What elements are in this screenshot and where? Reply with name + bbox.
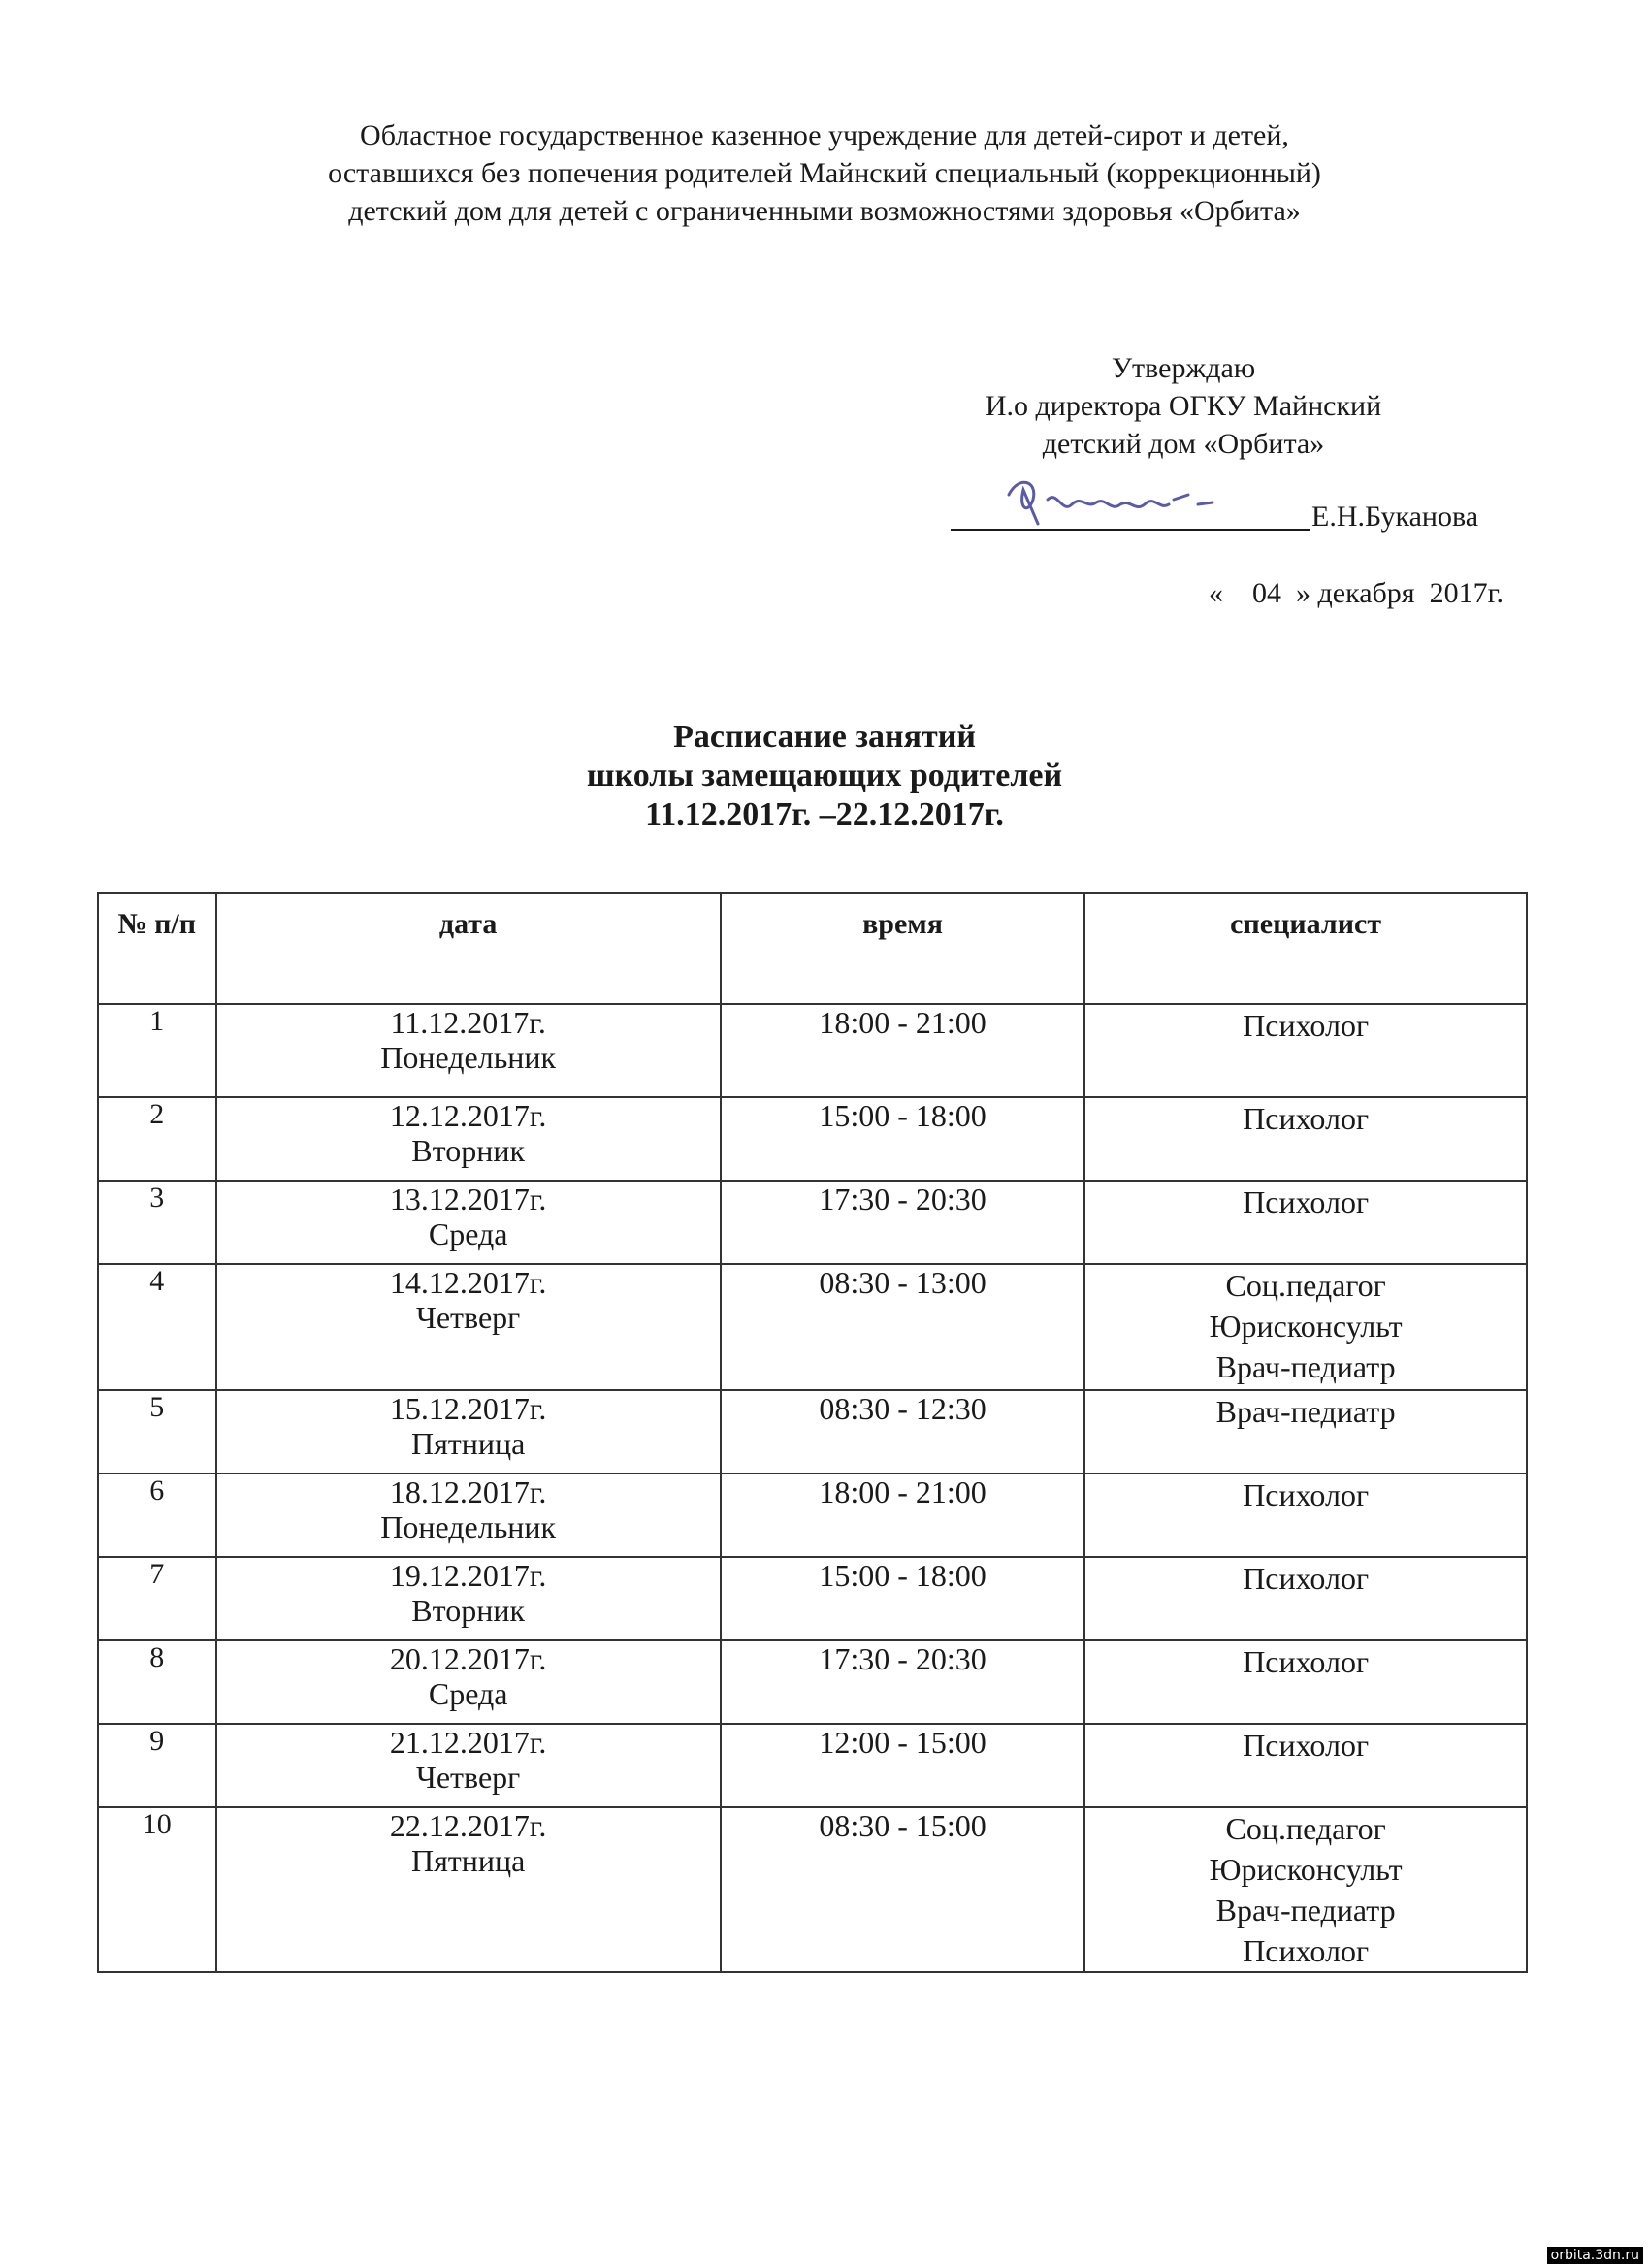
organization-header — [194, 116, 1455, 230]
row-weekday: Среда — [428, 1676, 508, 1711]
specialist-name: Юрисконсульт — [1209, 1309, 1403, 1344]
row-date: 13.12.2017г. — [389, 1182, 547, 1216]
row-specialists — [1084, 1390, 1527, 1474]
title-line: Расписание занятий — [673, 719, 976, 755]
row-number: 3 — [98, 1181, 216, 1264]
document-title — [291, 718, 1358, 834]
table-row — [98, 1557, 1527, 1640]
specialist-name: Психолог — [1243, 1561, 1370, 1596]
specialist-name: Соц.педагог — [1225, 1268, 1386, 1303]
table-row — [98, 1807, 1527, 1972]
row-date: 14.12.2017г. — [389, 1265, 547, 1300]
row-time: 17:30 - 20:30 — [721, 1640, 1085, 1724]
row-date: 21.12.2017г. — [389, 1725, 547, 1760]
row-date-cell — [216, 1390, 721, 1474]
row-specialists — [1084, 1724, 1527, 1807]
row-date-cell — [216, 1181, 721, 1264]
row-specialists — [1084, 1097, 1527, 1181]
row-time: 18:00 - 21:00 — [721, 1474, 1085, 1557]
row-specialists — [1084, 1264, 1527, 1390]
row-date-cell — [216, 1474, 721, 1557]
row-date-cell — [216, 1264, 721, 1390]
row-number: 8 — [98, 1640, 216, 1724]
org-line: детский дом для детей с ограниченными возможностями здоровья «Орбита» — [348, 195, 1301, 227]
row-time: 15:00 - 18:00 — [721, 1557, 1085, 1640]
table-row — [98, 1390, 1527, 1474]
org-line: Областное государственное казенное учреждение для детей-сирот и детей, — [360, 119, 1289, 151]
row-date: 22.12.2017г. — [389, 1808, 547, 1843]
row-specialists — [1084, 1181, 1527, 1264]
header-time: время — [721, 893, 1085, 1004]
row-date: 18.12.2017г. — [389, 1474, 547, 1509]
table-row — [98, 1640, 1527, 1724]
row-specialists — [1084, 1557, 1527, 1640]
header-date: дата — [216, 893, 721, 1004]
specialist-name: Врач-педиатр — [1215, 1349, 1396, 1384]
row-date-cell — [216, 1640, 721, 1724]
row-time: 08:30 - 15:00 — [721, 1807, 1085, 1972]
row-weekday: Пятница — [410, 1843, 526, 1878]
row-date-cell — [216, 1097, 721, 1181]
table-row — [98, 1724, 1527, 1807]
row-number: 2 — [98, 1097, 216, 1181]
row-number: 5 — [98, 1390, 216, 1474]
specialist-name: Психолог — [1243, 1184, 1370, 1219]
approval-block — [873, 349, 1494, 463]
schedule-table — [97, 892, 1528, 1973]
approval-line: Утверждаю — [1111, 352, 1256, 384]
row-date-cell — [216, 1004, 721, 1097]
specialist-name: Врач-педиатр — [1215, 1893, 1396, 1928]
row-weekday: Пятница — [410, 1426, 526, 1461]
row-date: 20.12.2017г. — [389, 1641, 547, 1676]
row-date-cell — [216, 1557, 721, 1640]
title-line: 11.12.2017г. –22.12.2017г. — [645, 796, 1004, 832]
row-number: 10 — [98, 1807, 216, 1972]
row-date-cell — [216, 1807, 721, 1972]
row-date-cell — [216, 1724, 721, 1807]
row-weekday: Понедельник — [380, 1509, 557, 1544]
row-number: 7 — [98, 1557, 216, 1640]
row-time: 15:00 - 18:00 — [721, 1097, 1085, 1181]
table-row — [98, 1264, 1527, 1390]
row-time: 12:00 - 15:00 — [721, 1724, 1085, 1807]
approval-line: детский дом «Орбита» — [1042, 428, 1325, 460]
org-line: оставшихся без попечения родителей Майнский специальный (коррекционный) — [328, 157, 1321, 189]
row-date: 12.12.2017г. — [389, 1098, 547, 1133]
row-weekday: Вторник — [411, 1593, 525, 1628]
row-weekday: Четверг — [416, 1300, 521, 1335]
row-weekday: Понедельник — [380, 1040, 557, 1075]
row-specialists — [1084, 1640, 1527, 1724]
specialist-name: Юрисконсульт — [1209, 1852, 1403, 1887]
row-weekday: Вторник — [411, 1133, 525, 1168]
header-specialist: специалист — [1084, 893, 1527, 1004]
specialist-name: Психолог — [1243, 1008, 1370, 1043]
row-date: 15.12.2017г. — [389, 1391, 547, 1426]
specialist-name: Психолог — [1243, 1644, 1370, 1679]
table-row — [98, 1181, 1527, 1264]
handwritten-signature — [980, 456, 1271, 543]
row-specialists — [1084, 1807, 1527, 1972]
specialist-name: Соц.педагог — [1225, 1811, 1386, 1846]
row-specialists — [1084, 1004, 1527, 1097]
row-weekday: Четверг — [416, 1760, 521, 1795]
approval-date: « 04 » декабря 2017г. — [1209, 577, 1504, 609]
row-number: 6 — [98, 1474, 216, 1557]
row-date: 11.12.2017г. — [390, 1005, 546, 1040]
row-time: 08:30 - 13:00 — [721, 1264, 1085, 1390]
title-line: школы замещающих родителей — [586, 758, 1063, 794]
row-specialists — [1084, 1474, 1527, 1557]
table-row — [98, 1004, 1527, 1097]
site-watermark: orbita.3dn.ru — [1547, 2247, 1643, 2264]
row-number: 1 — [98, 1004, 216, 1097]
table-header-row — [98, 893, 1527, 1004]
table-row — [98, 1474, 1527, 1557]
row-number: 4 — [98, 1264, 216, 1390]
table-row — [98, 1097, 1527, 1181]
specialist-name: Психолог — [1243, 1101, 1370, 1136]
approval-line: И.о директора ОГКУ Майнский — [985, 390, 1382, 422]
specialist-name: Психолог — [1243, 1477, 1370, 1512]
row-date: 19.12.2017г. — [389, 1558, 547, 1593]
specialist-name: Психолог — [1243, 1933, 1370, 1968]
row-time: 08:30 - 12:30 — [721, 1390, 1085, 1474]
row-weekday: Среда — [428, 1216, 508, 1251]
row-time: 18:00 - 21:00 — [721, 1004, 1085, 1097]
header-num: № п/п — [98, 893, 216, 1004]
signer-name: Е.Н.Буканова — [1311, 501, 1479, 533]
row-time: 17:30 - 20:30 — [721, 1181, 1085, 1264]
specialist-name: Психолог — [1243, 1728, 1370, 1763]
row-number: 9 — [98, 1724, 216, 1807]
specialist-name: Врач-педиатр — [1215, 1394, 1396, 1429]
